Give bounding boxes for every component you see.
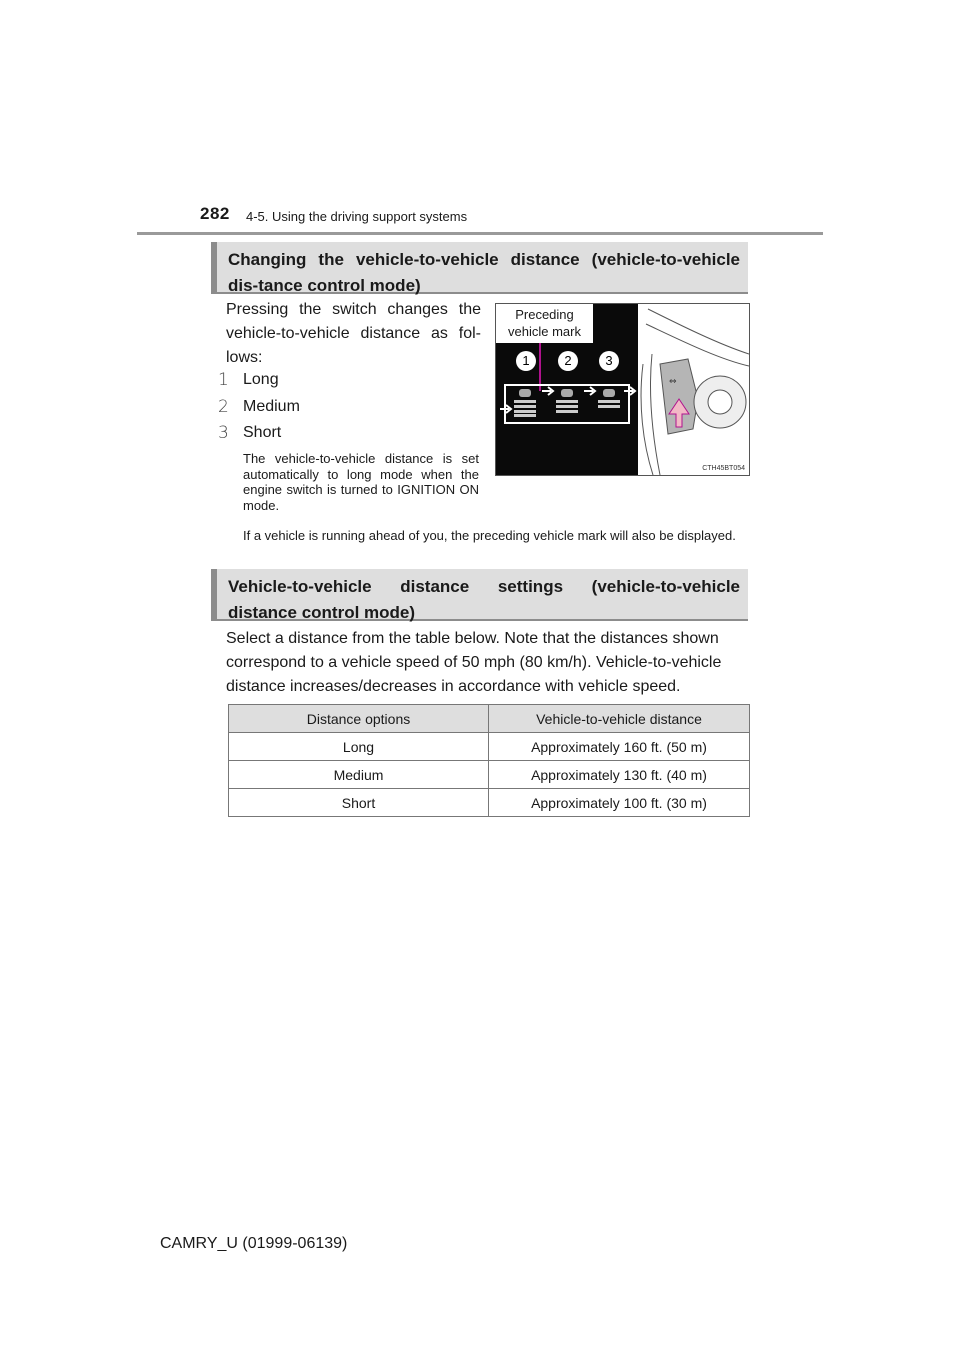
step-number-2: 2 bbox=[218, 397, 229, 417]
distance-settings-paragraph: Select a distance from the table below. Note that the distances shown correspond to a vehicle speed of 50 mph (80 km/h). Vehicle-to-vehicle distance increases/decreases in accordance with vehicle speed. bbox=[226, 630, 722, 695]
distance-options-table bbox=[228, 704, 750, 817]
arrow-right-icon bbox=[500, 404, 514, 414]
step-label-short: Short bbox=[243, 424, 282, 441]
table-cell: Long bbox=[229, 733, 489, 761]
table-cell: Short bbox=[229, 789, 489, 817]
note-preceding-vehicle: If a vehicle is running ahead of you, the preceding vehicle mark will also be displayed. bbox=[243, 528, 736, 543]
arrow-right-icon bbox=[542, 386, 556, 396]
table-row bbox=[229, 789, 750, 817]
section-heading-distance-settings: Vehicle-to-vehicle distance settings (vehicle-to-vehicle distance control mode) bbox=[211, 569, 748, 621]
preceding-vehicle-callout bbox=[496, 304, 593, 343]
distance-switch-icon: ⇔ bbox=[669, 377, 677, 387]
table-row bbox=[229, 761, 750, 789]
distance-medium-icon bbox=[554, 388, 580, 418]
table-row bbox=[229, 733, 750, 761]
section-title: 4-5. Using the driving support systems bbox=[246, 209, 468, 224]
header-rule bbox=[137, 232, 823, 235]
page-number: 282 bbox=[200, 204, 230, 223]
table-header-row bbox=[229, 705, 750, 733]
step-label-medium: Medium bbox=[243, 398, 300, 415]
step-number-3: 3 bbox=[218, 423, 229, 443]
distance-short-icon bbox=[596, 388, 622, 418]
circled-number-3: 3 bbox=[599, 351, 619, 371]
arrow-right-icon bbox=[624, 386, 638, 396]
image-code: CTH45BT054 bbox=[702, 465, 745, 472]
section-heading-distance-change: Changing the vehicle-to-vehicle distance (vehicle-to-vehicle dis-tance control mode) bbox=[211, 242, 748, 294]
arrow-right-icon bbox=[584, 386, 598, 396]
table-cell: Approximately 100 ft. (30 m) bbox=[489, 789, 750, 817]
note-default-mode: The vehicle-to-vehicle distance is set automatically to long mode when the engine switch is turned to IGNITION ON mode. bbox=[243, 451, 479, 513]
step-label-long: Long bbox=[243, 371, 279, 388]
distance-switch-illustration bbox=[495, 303, 750, 476]
table-cell: Approximately 160 ft. (50 m) bbox=[489, 733, 750, 761]
table-header-cell: Distance options bbox=[229, 705, 489, 733]
table-cell: Approximately 130 ft. (40 m) bbox=[489, 761, 750, 789]
callout-line-1: Preceding bbox=[515, 307, 574, 322]
callout-pointer-line bbox=[539, 337, 541, 391]
steering-wheel-switch-drawing bbox=[638, 304, 749, 475]
circled-number-1: 1 bbox=[516, 351, 536, 371]
multi-info-display bbox=[496, 304, 638, 475]
distance-long-icon bbox=[512, 388, 538, 418]
model-code-footer: CAMRY_U (01999-06139) bbox=[160, 1235, 348, 1252]
intro-paragraph: Pressing the switch changes the vehicle-to-vehicle distance as fol-lows: bbox=[226, 301, 481, 366]
table-header-cell: Vehicle-to-vehicle distance bbox=[489, 705, 750, 733]
callout-line-2: vehicle mark bbox=[508, 324, 581, 339]
step-number-1: 1 bbox=[218, 370, 229, 390]
table-cell: Medium bbox=[229, 761, 489, 789]
circled-number-2: 2 bbox=[558, 351, 578, 371]
